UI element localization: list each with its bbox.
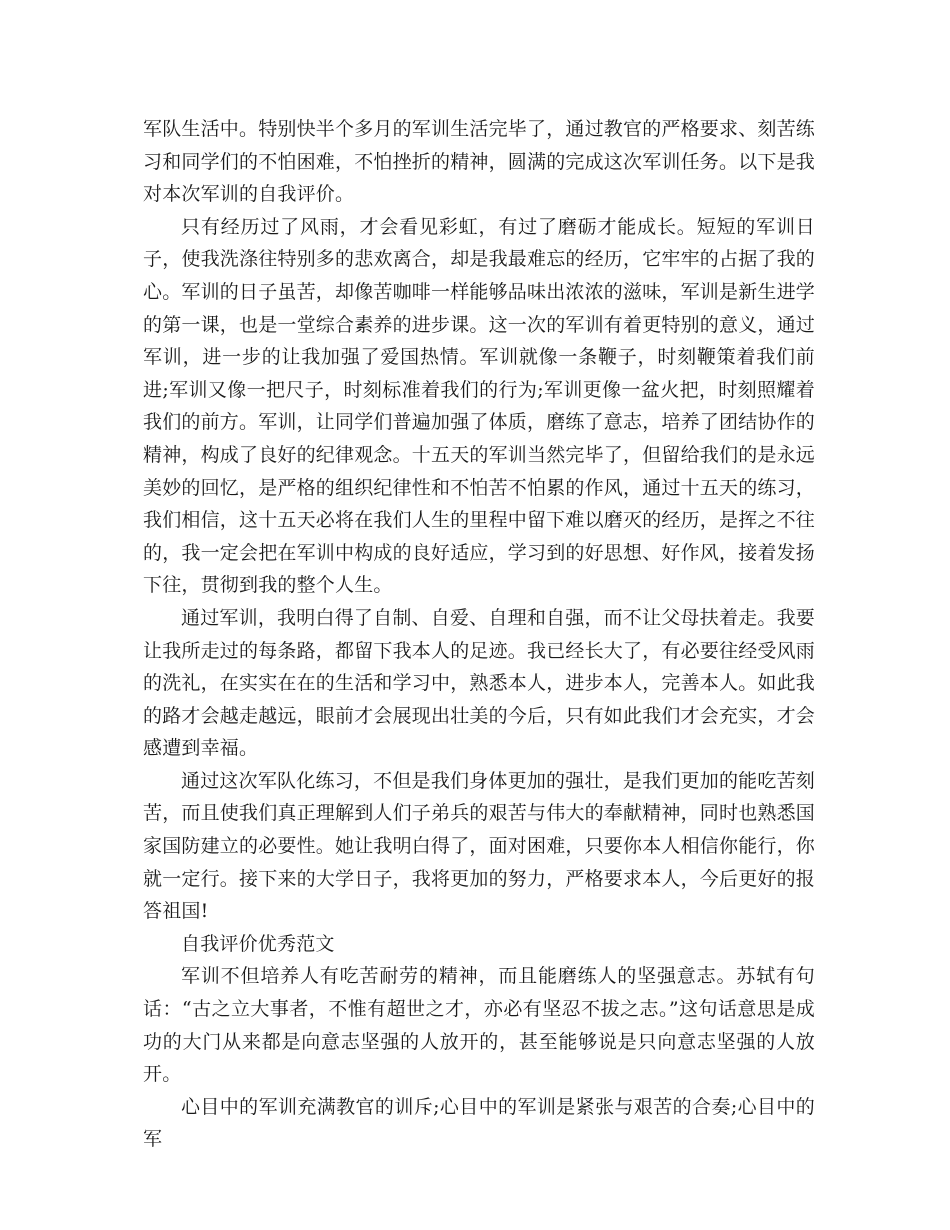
paragraph-6: 心目中的军训充满教官的训斥;心目中的军训是紧张与艰苦的合奏;心目中的军 xyxy=(143,1095,815,1151)
paragraph-4: 通过这次军队化练习，不但是我们身体更加的强壮，是我们更加的能吃苦刻苦，而且使我们真正理解到人们子弟兵的艰苦与伟大的奉献精神，同时也熟悉国家国防建立的必要性。她让我明白得了，面对困难，只要你本人相信你能行，你就一定行。接下来的大学日子，我将更加的努力，严格要求本人，今后更好的报答祖国! xyxy=(143,769,816,923)
document-body xyxy=(143,113,815,1156)
section-heading: 自我评价优秀范文 xyxy=(181,932,335,955)
paragraph-2: 只有经历过了风雨，才会看见彩虹，有过了磨砺才能成长。短短的军训日子，使我洗涤往特别多的悲欢离合，却是我最难忘的经历，它牢牢的占据了我的心。军训的日子虽苦，却像苦咖啡一样能够品味出浓浓的滋味，军训是新生进学的第一课，也是一堂综合素养的进步课。这一次的军训有着更特别的意义，通过军训，进一步的让我加强了爱国热情。军训就像一条鞭子，时刻鞭策着我们前进;军训又像一把尺子，时刻标准着我们的行为;军训更像一盆火把，时刻照耀着我们的前方。军训，让同学们普遍加强了体质，磨练了意志，培养了团结协作的精神，构成了良好的纪律观念。十五天的军训当然完毕了，但留给我们的是永远美妙的回忆，是严格的组织纪律性和不怕苦不怕累的作风，通过十五天的练习，我们相信，这十五天必将在我们人生的里程中留下难以磨灭的经历，是挥之不往的，我一定会把在军训中构成的良好适应，学习到的好思想、好作风，接着发扬下往，贯彻到我的整个人生。 xyxy=(143,215,816,597)
paragraph-3: 通过军训，我明白得了自制、自爱、自理和自强，而不让父母扶着走。我要让我所走过的每条路，都留下我本人的足迹。我已经长大了，有必要往经受风雨的洗礼，在实实在在的生活和学习中，熟悉本人，进步本人，完善本人。如此我的路才会越走越远，眼前才会展现出壮美的今后，只有如此我们才会充实，才会感遭到幸福。 xyxy=(143,606,816,760)
paragraph-1: 军队生活中。特别快半个多月的军训生活完毕了，通过教官的严格要求、刻苦练习和同学们的不怕困难，不怕挫折的精神，圆满的完成这次军训任务。以下是我对本次军训的自我评价。 xyxy=(143,118,816,206)
paragraph-5: 军训不但培养人有吃苦耐劳的精神，而且能磨练人的坚强意志。苏轼有句话：“古之立大事者，不惟有超世之才，亦必有坚忍不拔之志。”这句话意思是成功的大门从来都是向意志坚强的人放开的，甚至能够说是只向意志坚强的人放开。 xyxy=(143,965,815,1086)
